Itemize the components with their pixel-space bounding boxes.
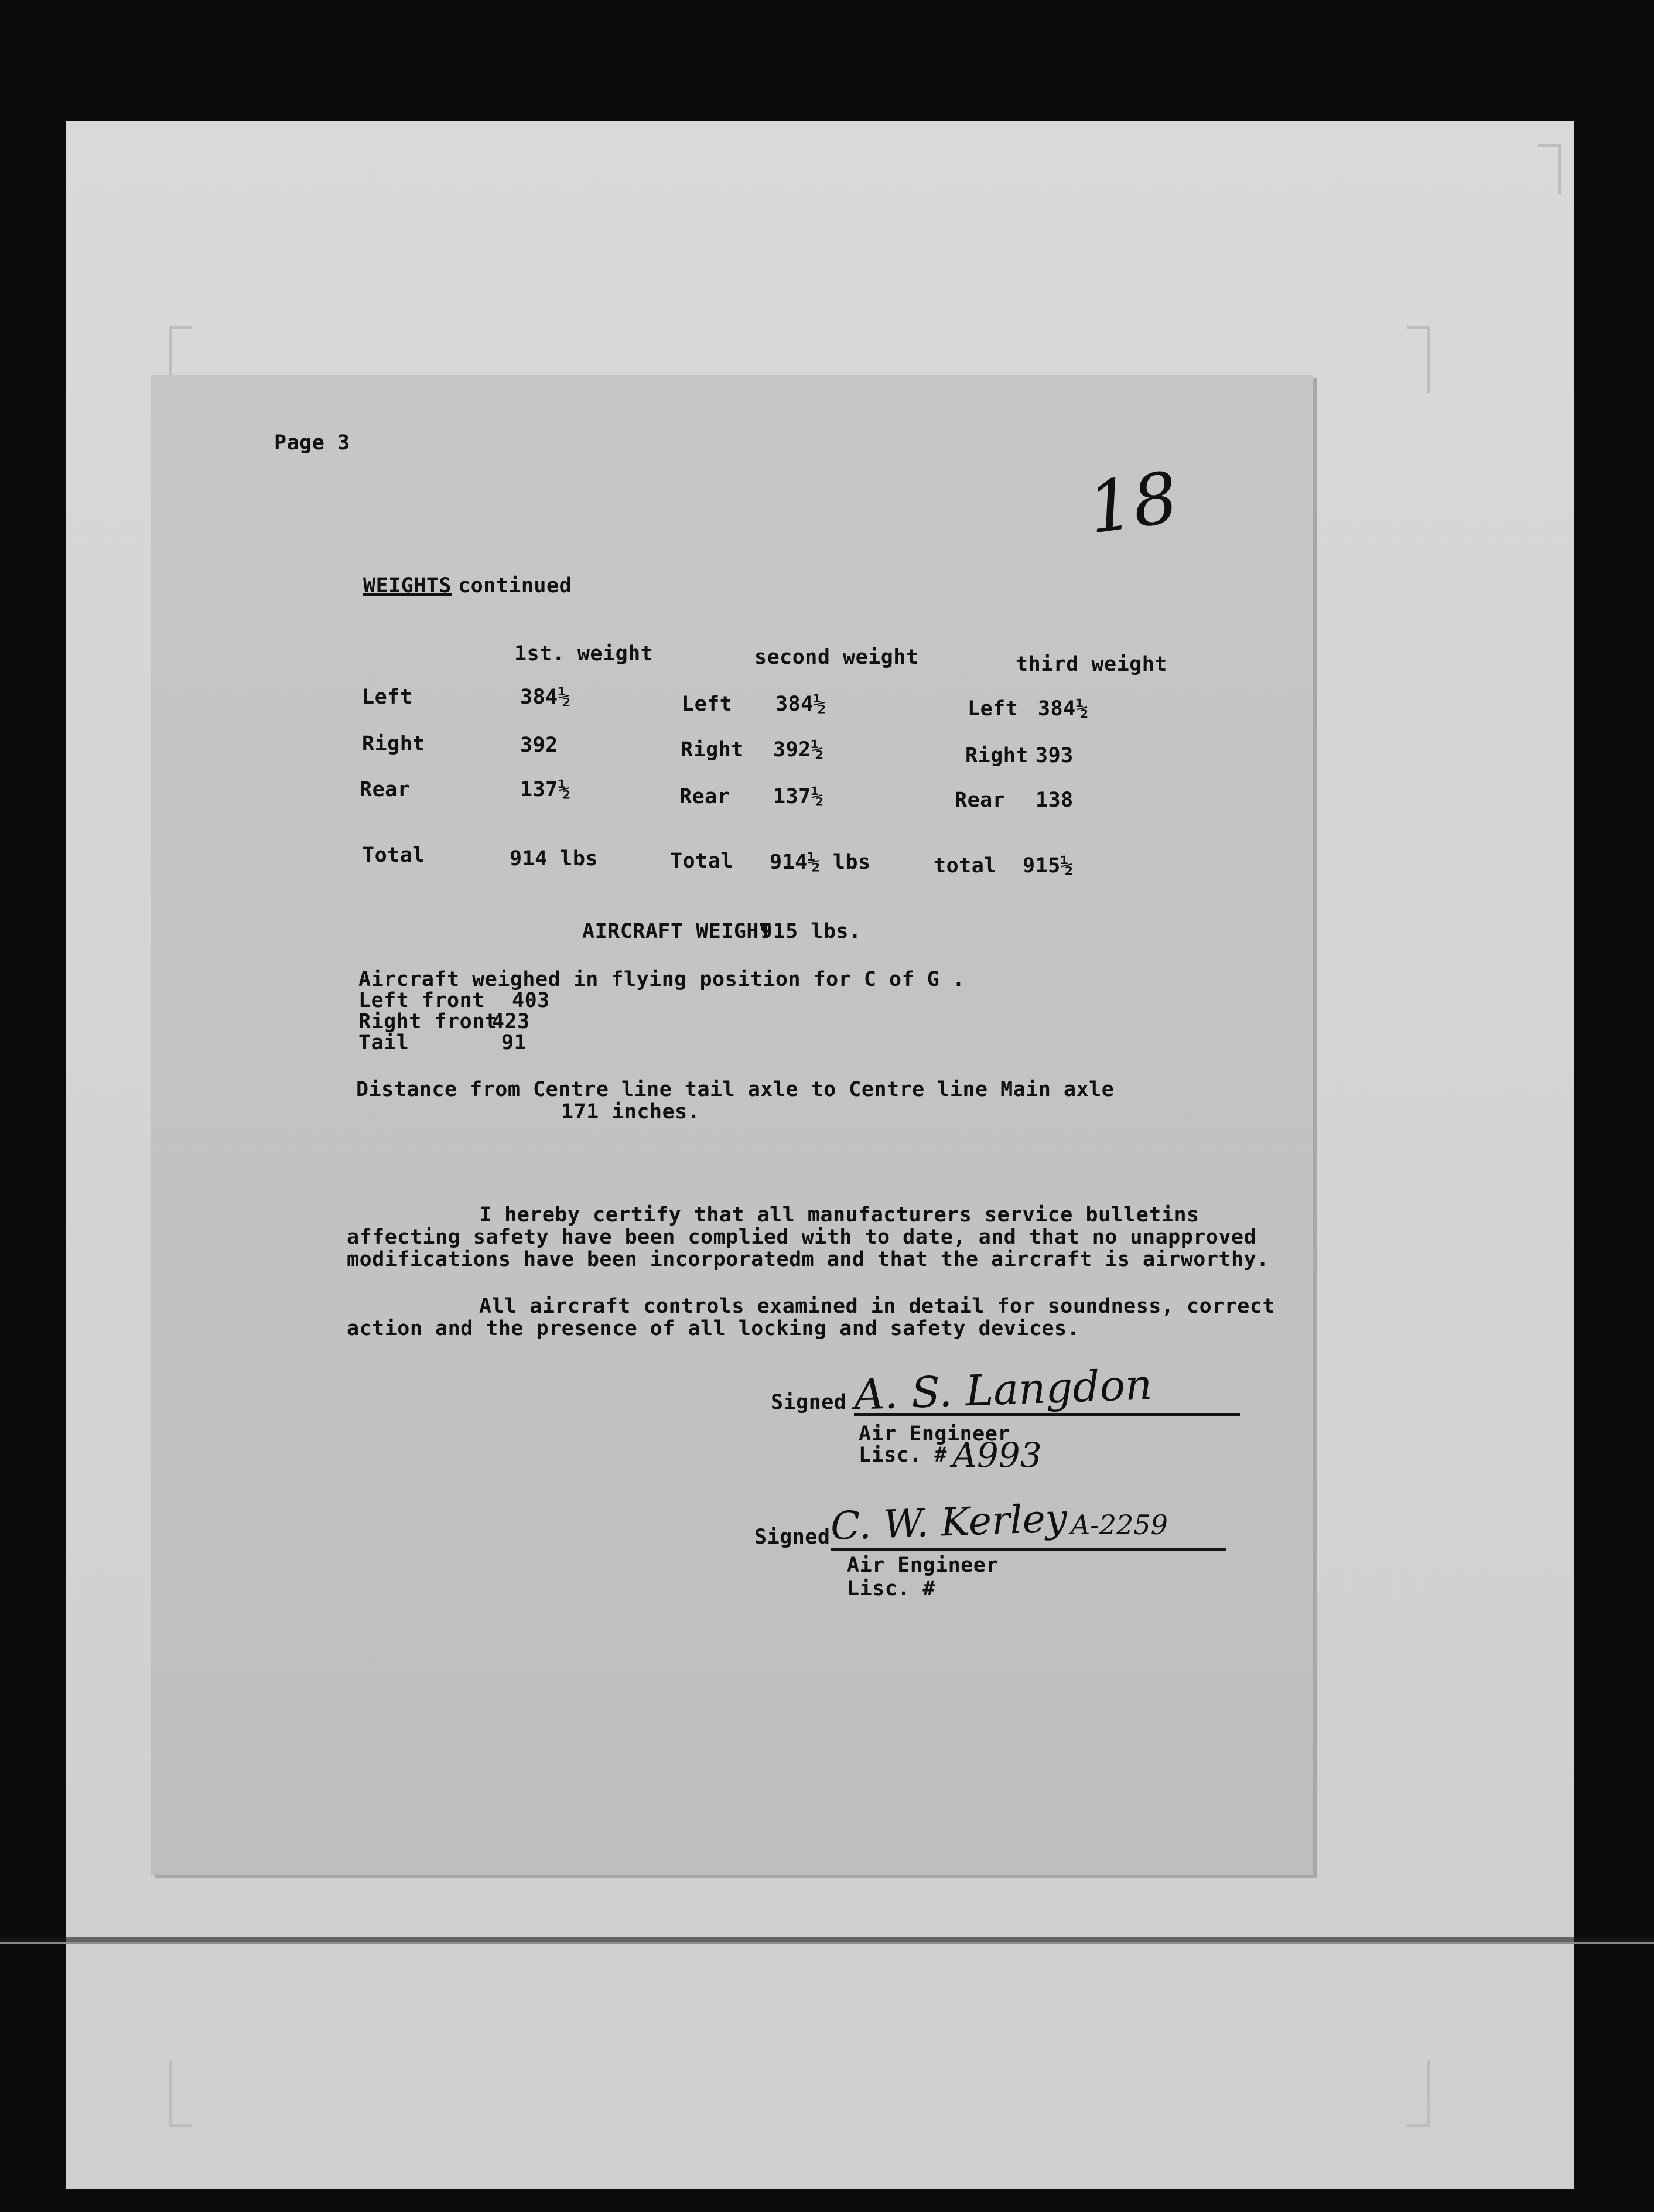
column-header-third: third weight [1016,653,1167,676]
corner-mark-top-right [1407,326,1430,393]
section-heading: WEIGHTS [363,574,452,598]
third-total-label: total [934,854,997,878]
cog-tail-label: Tail [358,1031,409,1054]
cog-left-front-value: 403 [512,989,550,1012]
signature-2-lisc-label: Lisc. # [847,1577,936,1600]
cog-right-front-value: 423 [492,1010,530,1033]
first-left-label: Left [362,685,413,709]
signature-2-title: Air Engineer [847,1554,999,1577]
signature-2-label: Signed [754,1525,831,1549]
first-left-value: 384½ [520,685,571,709]
folio-number: 18 [1083,457,1183,550]
document-sheet [151,375,1313,1875]
first-total-label: Total [362,844,425,867]
signature-1-title: Air Engineer [859,1422,1010,1446]
column-header-second: second weight [754,646,919,669]
second-rear-label: Rear [679,785,730,808]
second-right-label: Right [681,738,744,762]
cog-distance-value: 171 inches. [561,1100,700,1124]
second-total-label: Total [670,849,733,873]
first-rear-label: Rear [360,778,411,801]
first-rear-value: 137½ [520,778,571,801]
page-number: Page 3 [274,431,350,455]
column-header-first: 1st. weight [514,642,654,665]
signature-1-line [854,1413,1240,1416]
second-rear-value: 137½ [773,785,824,808]
third-total-value: 915½ [1023,854,1074,878]
third-left-value: 384½ [1038,697,1089,721]
third-left-label: Left [968,697,1019,721]
cert-p1-line2: affecting safety have been complied with to date, and that no unapproved [347,1226,1257,1249]
signature-2-lisc-number: A-2259 [1071,1509,1168,1541]
signature-1-name: A. S. Langdon [853,1360,1153,1419]
first-right-value: 392 [520,733,558,757]
cog-left-front-label: Left front [358,989,485,1012]
section-continued: continued [458,574,572,598]
cert-p2-line2: action and the presence of all locking and safety devices. [347,1317,1080,1340]
third-right-label: Right [965,744,1028,767]
cog-distance-line: Distance from Centre line tail axle to Centre line Main axle [356,1078,1115,1101]
second-right-value: 392½ [773,738,824,762]
corner-mark-bottom-left [169,2060,192,2127]
aircraft-weight-label: AIRCRAFT WEIGHT [582,920,772,943]
cert-p1-line1: I hereby certify that all manufacturers service bulletins [479,1203,1200,1227]
cert-p2-line1: All aircraft controls examined in detail for soundness, correct [479,1295,1276,1318]
signature-1-lisc-number: A993 [952,1435,1042,1475]
corner-mark-outer-right [1538,144,1561,194]
second-total-value: 914½ lbs [770,851,871,874]
scan-band [0,1942,1654,1944]
second-left-label: Left [682,692,733,716]
cert-p1-line3: modifications have been incorporatedm and that the aircraft is airworthy. [347,1248,1269,1271]
first-right-label: Right [362,732,425,756]
third-rear-value: 138 [1036,788,1074,812]
second-left-value: 384½ [775,692,826,716]
signature-2-name: C. W. Kerley [829,1495,1068,1549]
scan-band-shadow [0,1937,1654,1942]
first-total-value: 914 lbs [510,847,599,871]
cog-right-front-label: Right front [358,1010,498,1033]
aircraft-weight-value: 915 lbs. [760,920,862,943]
signature-2-line [831,1548,1226,1551]
third-right-value: 393 [1036,744,1074,767]
cog-tail-value: 91 [501,1031,527,1054]
signature-1-label: Signed [771,1391,847,1414]
cog-intro: Aircraft weighed in flying position for C of G . [358,968,965,991]
third-rear-label: Rear [955,788,1006,812]
corner-mark-bottom-right [1407,2060,1430,2127]
signature-1-lisc-label: Lisc. # [859,1443,948,1467]
